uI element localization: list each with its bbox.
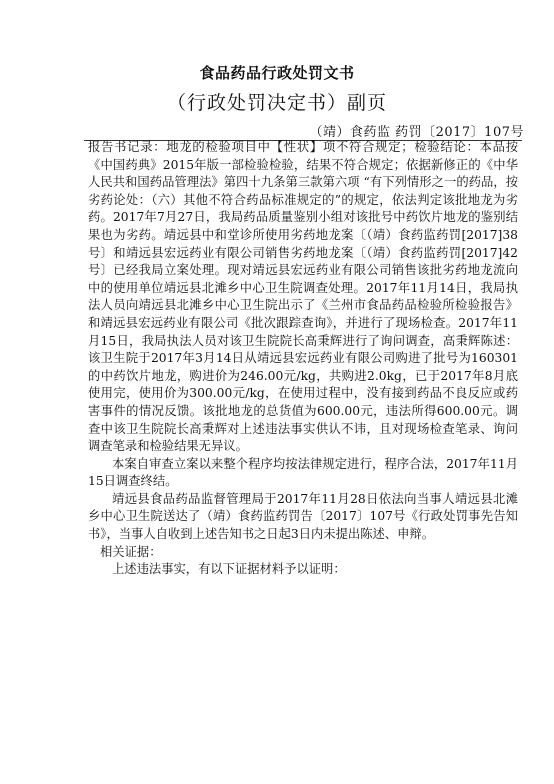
- paragraph-procedure: 本案自审查立案以来整个程序均按法律规定进行，程序合法，2017年11月15日调查终结。: [88, 456, 518, 489]
- paragraph-findings: 报告书记录：地龙的检验项目中【性状】项不符合规定；检验结论：本品按《中国药典》2015年版一部检验检验，结果不符合规定；依据新修正的《中华人民共和国药品管理法》第四十九条第三款第六项 “有下列情形之一的药品，按劣药论处：（六）其他不符合药品标准规定的”的规定，依法判定该批地龙为劣药。2017年7月27日，我局药品质量鉴别小组对该批号中药饮片地龙的鉴别结果也为劣药。靖远县中和堂诊所使用劣药地龙案〔（靖）食药监药罚[2017]38号〕和靖远县宏远药业有限公司销售劣药地龙案〔（靖）食药监药罚[2017]42号〕已经我局立案处理。现对靖远县宏远药业有限公司销售该批劣药地龙流向中的使用单位靖远县北滩乡中心卫生院调查处理。2017年11月14日，我局执法人员向靖远县北滩乡中心卫生院出示了《兰州市食品药品检验所检验报告》和靖远县宏远药业有限公司《批次跟踪查询》，并进行了现场检查。2017年11月15日，我局执法人员对该卫生院院长高秉辉进行了询问调查，高秉辉陈述：该卫生院于2017年3月14日从靖远县宏远药业有限公司购进了批号为160301的中药饮片地龙，购进价为246.00元/kg，共购进2.0kg，已于2017年8月底使用完，使用价为300.00元/kg，在使用过程中，没有接到药品不良反应或药害事件的情况反馈。该批地龙的总货值为600.00元，违法所得600.00元。调查中该卫生院院长高秉辉对上述违法事实供认不讳，且对现场检查笔录、询问调查笔录和检验结果无异议。: [88, 140, 518, 454]
- paragraph-notice: 靖远县食品药品监督管理局于2017年11月28日依法向当事人靖远县北滩乡中心卫生院送达了（靖）食药监药罚告〔2017〕107号《行政处罚事先告知书》，当事人自收到上述告知书之日起3日内未提出陈述、申辩。: [88, 491, 518, 542]
- evidence-intro: 上述违法事实，有以下证据材料予以证明：: [112, 562, 346, 577]
- document-number: （靖）食药监 药罚〔2017〕107号: [309, 125, 524, 140]
- evidence-label: 相关证据：: [100, 544, 162, 559]
- document-title: 食品药品行政处罚文书: [199, 64, 355, 82]
- document-subtitle: （行政处罚决定书）副页: [166, 92, 387, 114]
- document-body: [88, 139, 518, 579]
